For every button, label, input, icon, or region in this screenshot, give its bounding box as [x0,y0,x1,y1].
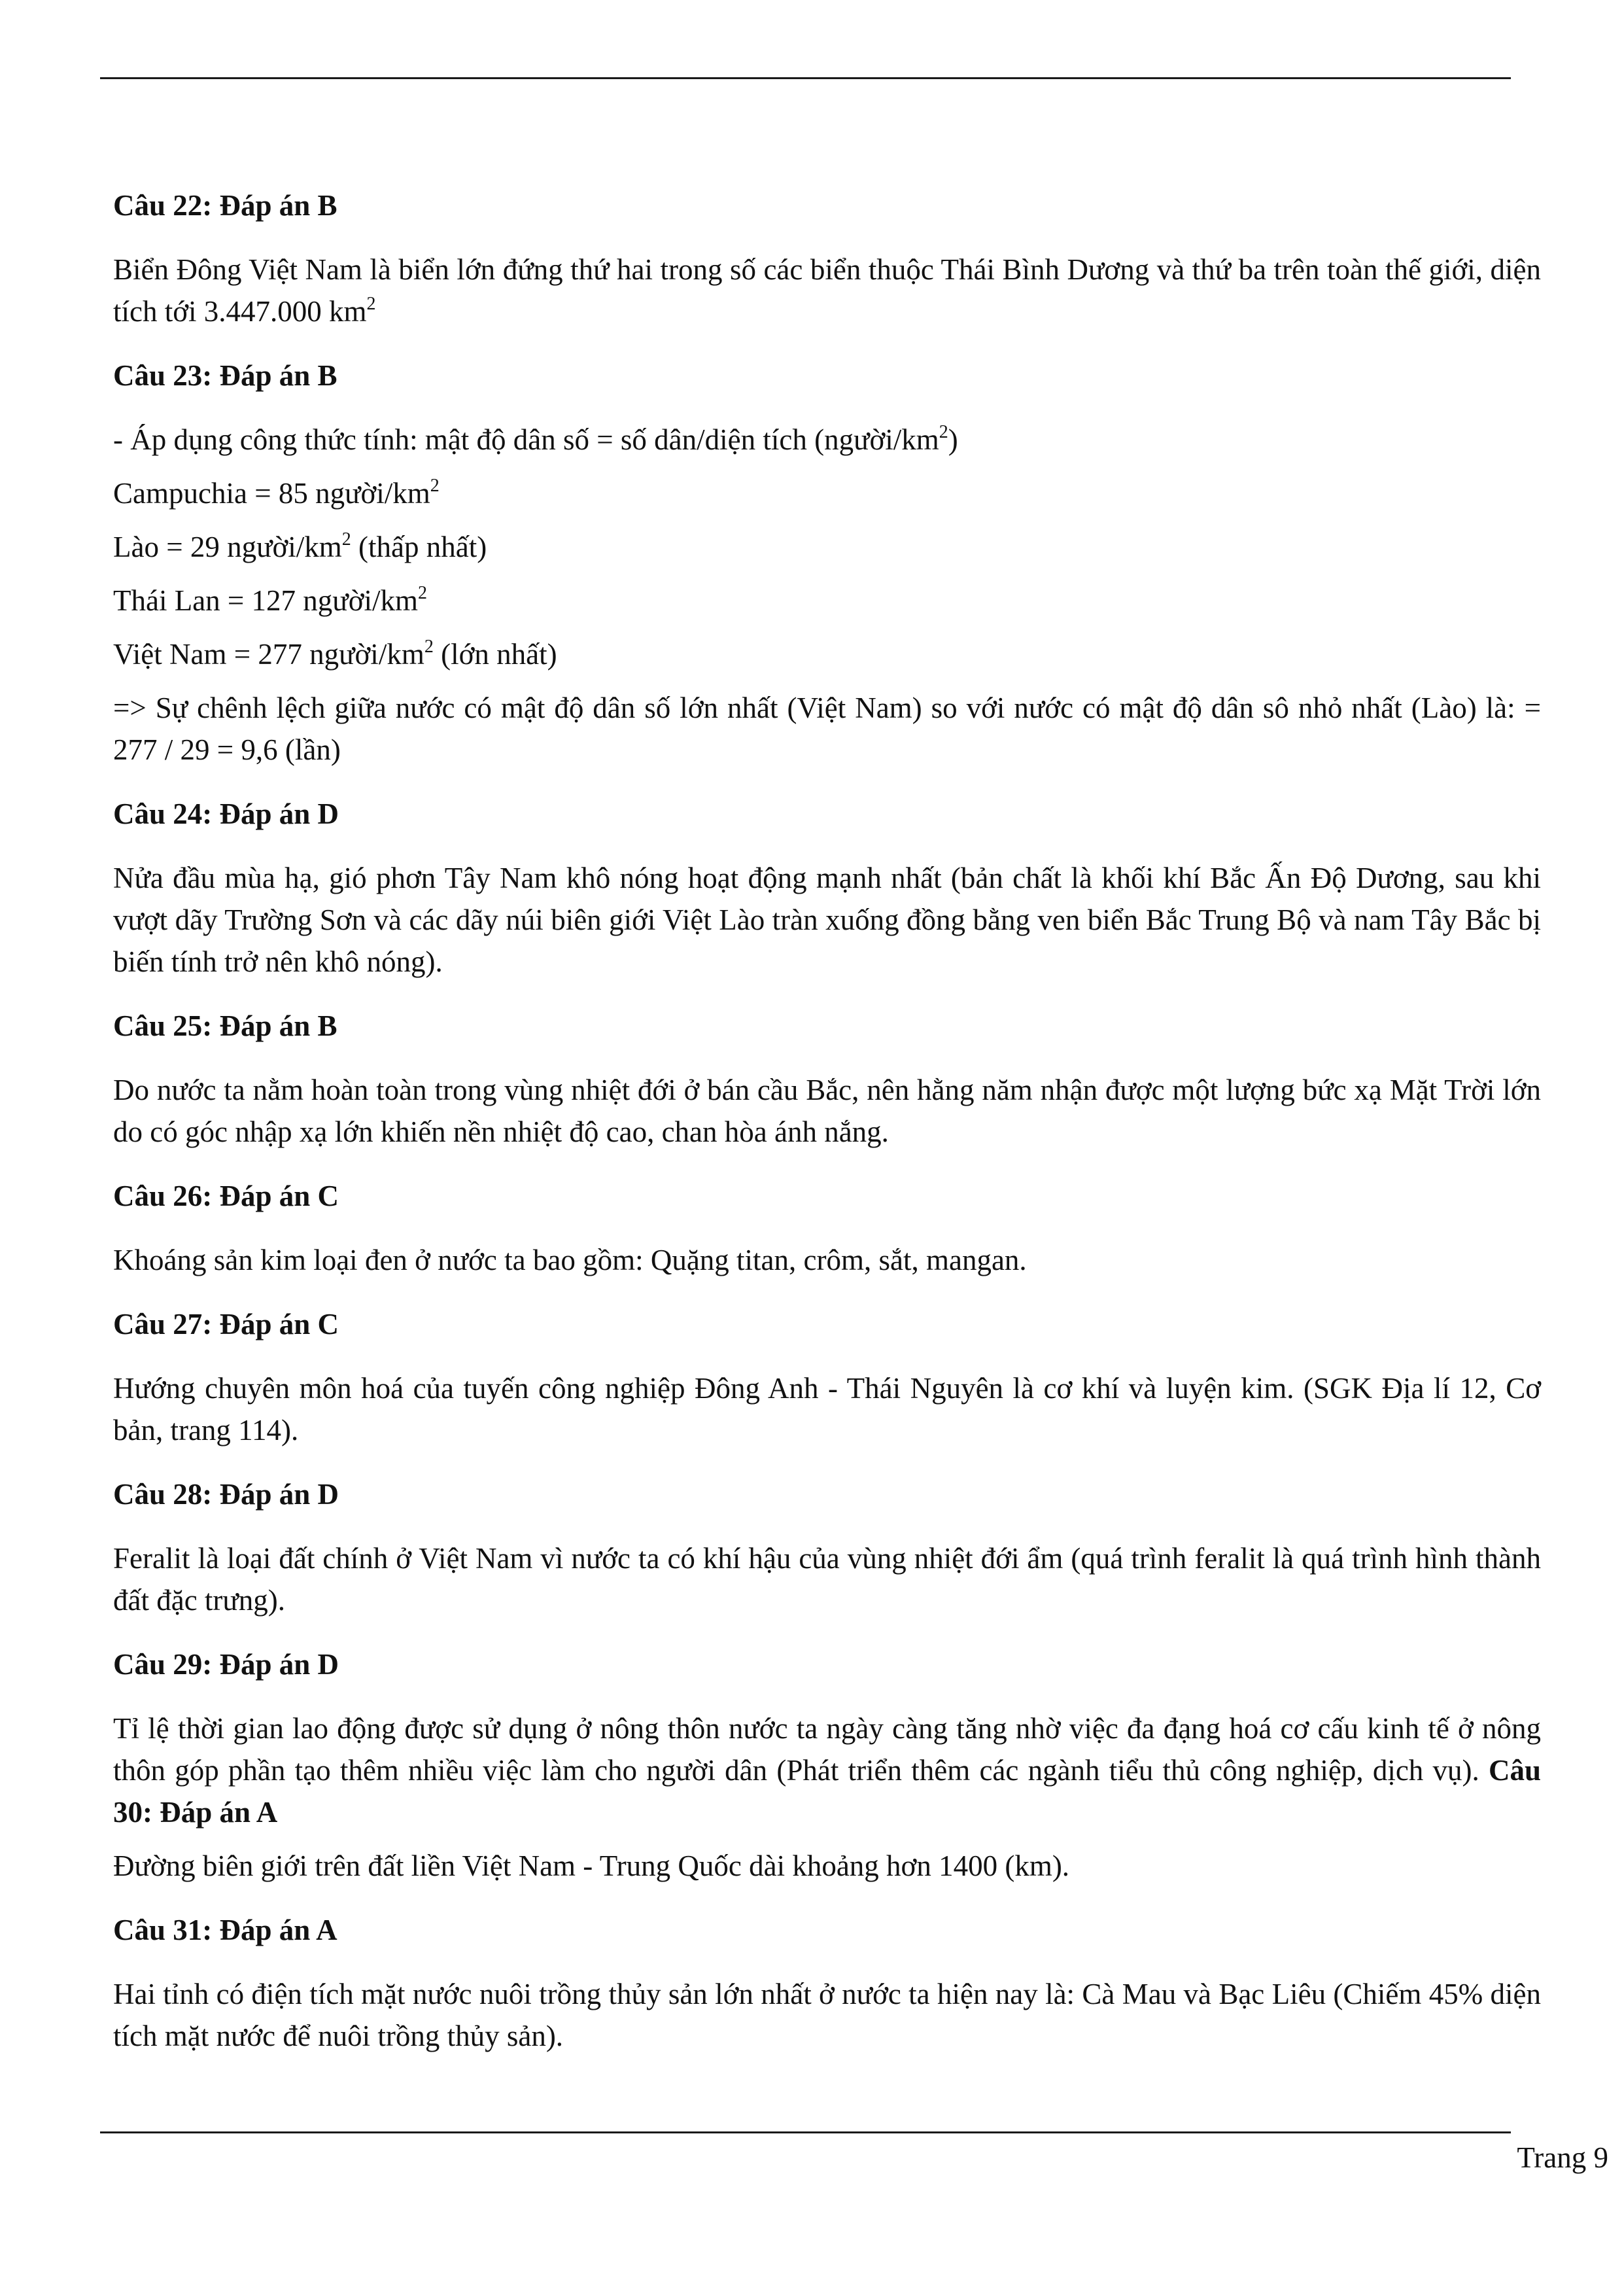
question-30-heading: Câu 30: Đáp án A [113,1754,1541,1829]
question-22-explanation [113,249,1541,332]
formula-text: - Áp dụng công thức tính: mật độ dân số = số dân/diện tích (người/km [113,423,939,456]
question-22-heading: Câu 22: Đáp án B [113,189,337,222]
density-thailan-text: Thái Lan = 127 người/km [113,584,418,617]
density-vietnam [113,633,1541,675]
question-25-explanation: Do nước ta nằm hoàn toàn trong vùng nhiệt đới ở bán cầu Bắc, nên hằng năm nhận được một lượng bức xạ Mặt Trời lớn do có góc nhập xạ lớn khiến nền nhiệt độ cao, chan hòa ánh nắng. [113,1074,1541,1148]
question-26-explanation: Khoáng sản kim loại đen ở nước ta bao gồm: Quặng titan, crôm, sắt, mangan. [113,1244,1027,1276]
question-29-heading: Câu 29: Đáp án D [113,1648,339,1681]
density-vietnam-note: (lớn nhất) [433,638,557,671]
footer-rule [100,2131,1511,2133]
question-30-explanation: Đường biên giới trên đất liền Việt Nam - Trung Quốc dài khoảng hơn 1400 (km). [113,1849,1070,1882]
density-lao-superscript: 2 [341,529,351,550]
question-25-heading: Câu 25: Đáp án B [113,1009,337,1042]
density-vietnam-superscript: 2 [424,637,434,657]
question-26-heading: Câu 26: Đáp án C [113,1180,339,1212]
question-31-explanation: Hai tỉnh có điện tích mặt nước nuôi trồng thủy sản lớn nhất ở nước ta hiện nay là: Cà Mau và Bạc Liêu (Chiếm 45% diện tích mặt nước để nuôi trồng thủy sản). [113,1978,1541,2052]
question-23-conclusion: => Sự chênh lệch giữa nước có mật độ dân số lớn nhất (Việt Nam) so với nước có mật độ dân sô nhỏ nhất (Lào) là: = 277 / 29 = 9,6 (lần) [113,692,1541,766]
density-lao [113,526,1541,568]
question-29-text: Tỉ lệ thời gian lao động được sử dụng ở nông thôn nước ta ngày càng tăng nhờ việc đa đạng hoá cơ cấu kinh tế ở nông thôn góp phần tạo thêm nhiều việc làm cho người dân (Phát triển thêm các ngành tiểu thủ công nghiệp, dịch vụ). [113,1712,1541,1787]
density-thailan [113,580,1541,622]
density-thailan-superscript: 2 [418,583,427,603]
density-lao-note: (thấp nhất) [351,531,487,563]
density-vietnam-text: Việt Nam = 277 người/km [113,638,424,671]
answer-key-content [113,184,1541,2070]
question-23-formula [113,419,1541,461]
page-number: Trang 9 [1517,2141,1608,2174]
question-29-explanation [113,1708,1541,1833]
density-campuchia-superscript: 2 [430,476,440,496]
question-22-text: Biển Đông Việt Nam là biển lớn đứng thứ hai trong số các biển thuộc Thái Bình Dương và thứ ba trên toàn thế giới, diện tích tới 3.447.000 km [113,253,1541,328]
formula-superscript: 2 [939,422,948,442]
question-23-heading: Câu 23: Đáp án B [113,359,337,392]
density-lao-text: Lào = 29 người/km [113,531,342,563]
question-24-explanation: Nửa đầu mùa hạ, gió phơn Tây Nam khô nóng hoạt động mạnh nhất (bản chất là khối khí Bắc Ấn Độ Dương, sau khi vượt dãy Trường Sơn và các dãy núi biên giới Việt Lào tràn xuống đồng bằng ven biển Bắc Trung Bộ và nam Tây Bắc bị biến tính trở nên khô nóng). [113,862,1541,978]
question-27-heading: Câu 27: Đáp án C [113,1308,339,1340]
question-24-heading: Câu 24: Đáp án D [113,797,339,830]
density-campuchia-text: Campuchia = 85 người/km [113,477,430,510]
question-22-superscript: 2 [366,294,376,314]
header-rule [100,77,1511,79]
question-28-heading: Câu 28: Đáp án D [113,1478,339,1511]
density-campuchia [113,472,1541,514]
formula-end: ) [948,423,958,456]
question-31-heading: Câu 31: Đáp án A [113,1914,337,1946]
question-28-explanation: Feralit là loại đất chính ở Việt Nam vì nước ta có khí hậu của vùng nhiệt đới ẩm (quá trình feralit là quá trình hình thành đất đặc trưng). [113,1542,1541,1617]
question-27-explanation: Hướng chuyên môn hoá của tuyến công nghiệp Đông Anh - Thái Nguyên là cơ khí và luyện kim. (SGK Địa lí 12, Cơ bản, trang 114). [113,1372,1541,1446]
